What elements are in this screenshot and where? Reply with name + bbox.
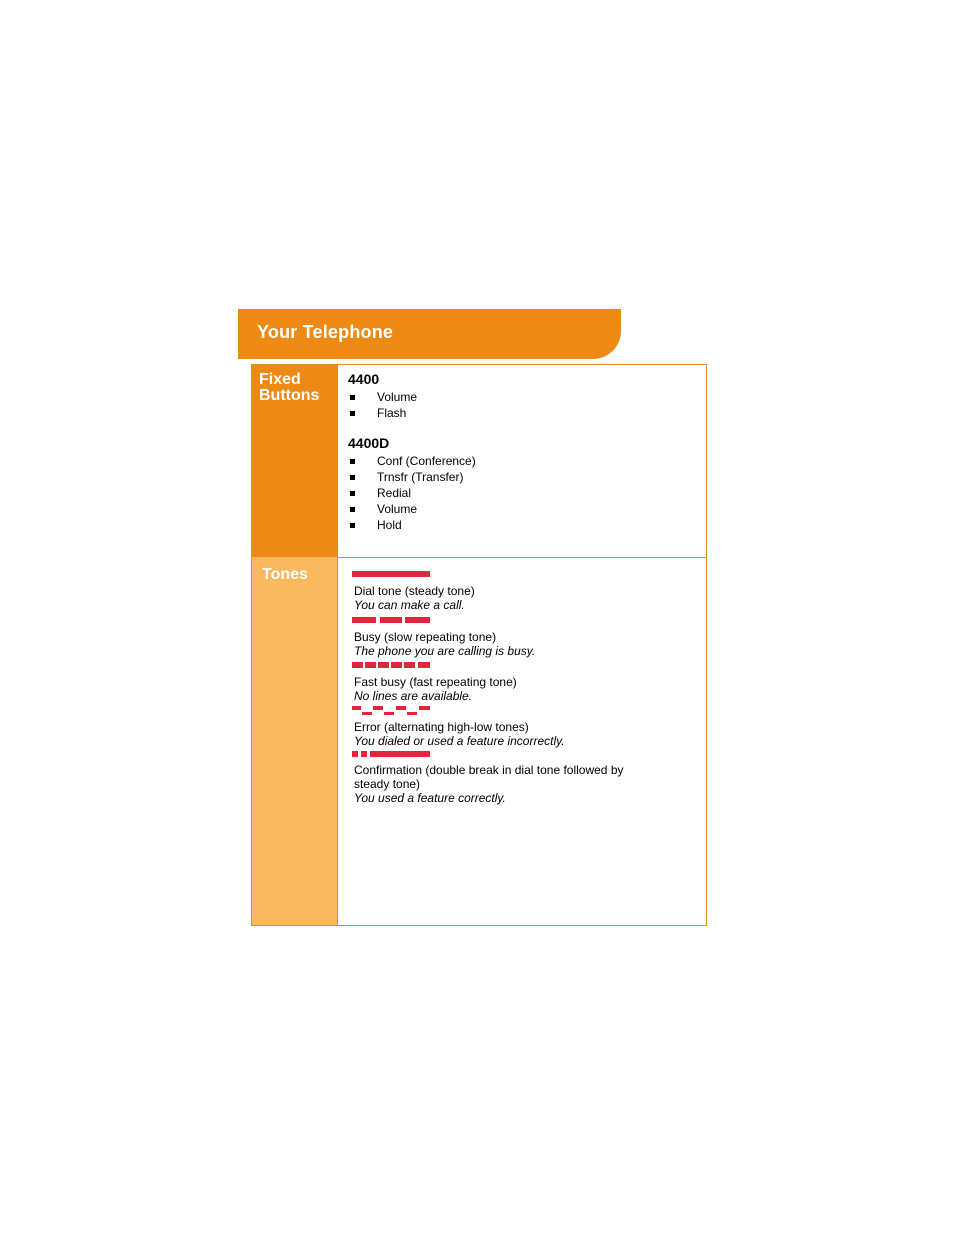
list-item	[350, 405, 417, 421]
button-name: Conf (Conference)	[377, 454, 476, 468]
steady-tone-pattern-icon	[352, 570, 432, 580]
model-4400d-button-list	[350, 453, 476, 533]
list-item	[350, 453, 476, 469]
bullet-icon	[350, 411, 355, 416]
fixed-buttons-heading-line1: Fixed	[259, 371, 301, 388]
tone-pattern-segment	[370, 751, 430, 757]
tone-description: No lines are available.	[354, 689, 473, 703]
tone-pattern-segment	[365, 662, 376, 668]
fixed-buttons-sidebar	[252, 365, 338, 557]
bullet-icon	[350, 395, 355, 400]
bullet-icon	[350, 459, 355, 464]
tones-heading: Tones	[262, 566, 308, 583]
tone-name: Busy (slow repeating tone)	[354, 630, 497, 644]
tone-dial	[352, 570, 654, 612]
tone-pattern-segment	[407, 712, 417, 715]
model-4400-title: 4400	[348, 371, 380, 387]
tone-name: Fast busy (fast repeating tone)	[354, 675, 517, 689]
fixed-buttons-section	[252, 365, 706, 558]
fixed-buttons-heading	[259, 372, 319, 404]
tone-pattern-segment	[352, 751, 358, 757]
tone-pattern-segment	[384, 712, 394, 715]
tone-pattern-segment	[373, 706, 383, 710]
button-name: Volume	[377, 502, 418, 516]
tones-section	[252, 557, 706, 925]
tone-confirmation	[352, 751, 644, 805]
tone-pattern-segment	[404, 662, 415, 668]
fixed-buttons-content	[338, 365, 706, 557]
button-name: Redial	[377, 486, 412, 500]
list-item	[350, 517, 476, 533]
tone-pattern-segment	[362, 712, 372, 715]
list-item	[350, 501, 476, 517]
fast-repeating-tone-pattern-icon	[352, 661, 432, 671]
model-4400d-title: 4400D	[348, 435, 390, 451]
tone-pattern-segment	[352, 617, 376, 623]
tones-content	[338, 557, 706, 925]
tone-pattern-segment	[419, 706, 430, 710]
tone-description: The phone you are calling is busy.	[354, 644, 536, 658]
tone-pattern-segment	[396, 706, 406, 710]
tone-description: You can make a call.	[354, 598, 465, 612]
bullet-icon	[350, 475, 355, 480]
tone-pattern-segment	[361, 751, 367, 757]
button-name: Trnsfr (Transfer)	[377, 470, 464, 484]
tone-pattern-segment	[352, 571, 430, 577]
header-banner	[238, 309, 621, 359]
button-name: Flash	[377, 406, 407, 420]
tone-pattern-segment	[380, 617, 402, 623]
tone-fast-busy	[352, 661, 654, 703]
alternating-high-low-tone-pattern-icon	[352, 706, 432, 716]
tone-pattern-segment	[352, 706, 361, 710]
tone-pattern-segment	[391, 662, 402, 668]
tones-sidebar	[252, 557, 338, 925]
tone-pattern-segment	[352, 662, 363, 668]
list-item	[350, 469, 476, 485]
tone-error	[352, 706, 654, 748]
button-name: Volume	[377, 390, 418, 404]
tone-description: You used a feature correctly.	[354, 791, 506, 805]
tone-pattern-segment	[405, 617, 430, 623]
fixed-buttons-heading-line2: Buttons	[259, 387, 320, 404]
bullet-icon	[350, 523, 355, 528]
tone-name: Confirmation (double break in dial tone followed by steady tone)	[354, 763, 624, 791]
list-item	[350, 485, 476, 501]
tone-name: Dial tone (steady tone)	[354, 584, 475, 598]
model-4400-button-list	[350, 389, 417, 421]
tone-pattern-segment	[378, 662, 389, 668]
bullet-icon	[350, 491, 355, 496]
tone-description: You dialed or used a feature incorrectly.	[354, 734, 565, 748]
telephone-info-card	[251, 364, 707, 926]
page-title: Your Telephone	[257, 322, 394, 342]
tone-name: Error (alternating high-low tones)	[354, 720, 529, 734]
list-item	[350, 389, 417, 405]
tone-pattern-segment	[418, 662, 430, 668]
tone-busy	[352, 616, 654, 658]
button-name: Hold	[377, 518, 402, 532]
double-break-tone-pattern-icon	[352, 751, 432, 761]
bullet-icon	[350, 507, 355, 512]
slow-repeating-tone-pattern-icon	[352, 616, 432, 626]
